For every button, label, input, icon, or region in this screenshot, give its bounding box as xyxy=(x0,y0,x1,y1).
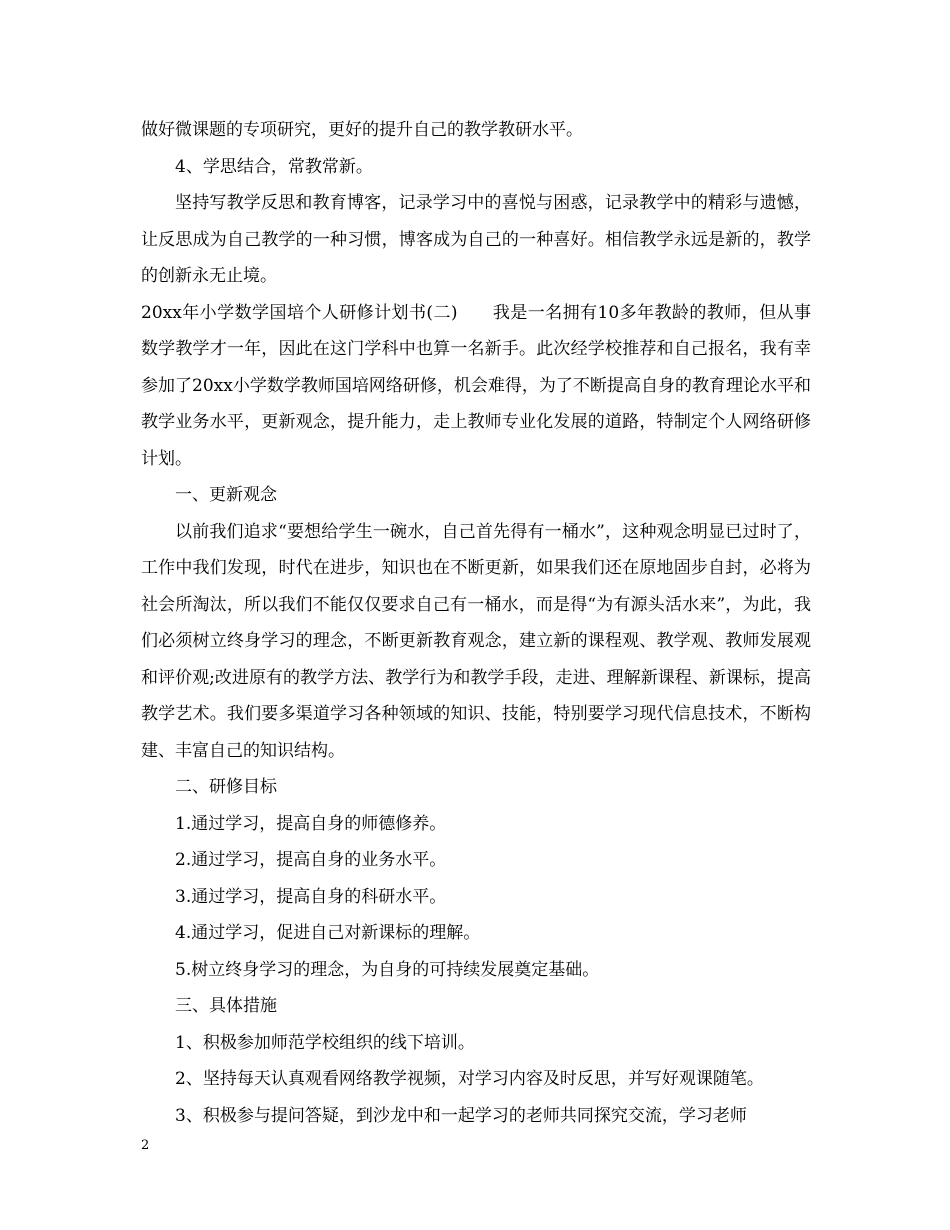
section-heading-3: 三、具体措施 xyxy=(175,996,277,1016)
goal-item-3: 3.通过学习，提高自身的科研水平。 xyxy=(175,886,447,907)
paragraph-4: 20xx年小学数学国培个人研修计划书(二) 我是一名拥有10多年教龄的教师，但从事数学教学才一年，因此在这门学科中也算一名新手。此次经学校推荐和自己报名，我有幸参加了20xx小学数学教师国培网络研修，机会难得，为了不断提高自身的教育理论水平和教学业务水平，更新观念，提升能力，走上教师专业化发展的道路，特制定个人网络研修计划。 xyxy=(141,302,811,469)
measure-item-1: 1、积极参加师范学校组织的线下培训。 xyxy=(175,1032,475,1053)
paragraph-1: 做好微课题的专项研究，更好的提升自己的教学教研水平。 xyxy=(141,120,583,140)
measure-item-2: 2、坚持每天认真观看网络教学视频，对学习内容及时反思，并写好观课随笔。 xyxy=(175,1069,764,1089)
measure-item-3: 3、积极参与提问答疑，到沙龙中和一起学习的老师共同探究交流，学习老师 xyxy=(175,1105,747,1126)
goal-item-5: 5.树立终身学习的理念，为自身的可持续发展奠定基础。 xyxy=(175,959,600,980)
document-body xyxy=(141,112,811,1134)
section-heading-2: 二、研修目标 xyxy=(175,777,277,797)
goal-item-1: 1.通过学习，提高自身的师德修养。 xyxy=(175,813,447,834)
section-heading-1: 一、更新观念 xyxy=(175,485,277,505)
goal-item-2: 2.通过学习，提高自身的业务水平。 xyxy=(175,850,447,870)
goal-item-4: 4.通过学习，促进自己对新课标的理解。 xyxy=(175,923,481,943)
paragraph-3: 坚持写教学反思和教育博客，记录学习中的喜悦与困惑，记录教学中的精彩与遗憾，让反思成为自己教学的一种习惯，博客成为自己的一种喜好。相信教学永远是新的，教学的创新永无止境。 xyxy=(141,193,811,286)
paragraph-2: 4、学思结合，常教常新。 xyxy=(175,156,373,177)
paragraph-6: 以前我们追求“要想给学生一碗水，自己首先得有一桶水”，这种观念明显已过时了，工作中我们发现，时代在进步，知识也在不断更新，如果我们还在原地固步自封，必将为社会所淘汰，所以我们不能仅仅要求自己有一桶水，而是得“为有源头活水来”，为此，我们必须树立终身学习的理念，不断更新教育观念，建立新的课程观、教学观、教师发展观和评价观;改进原有的教学方法、教学行为和教学手段，走进、理解新课程、新课标，提高教学艺术。我们要多渠道学习各种领域的知识、技能，特别要学习现代信息技术，不断构建、丰富自己的知识结构。 xyxy=(141,521,811,761)
page-number: 2 xyxy=(141,1138,150,1153)
